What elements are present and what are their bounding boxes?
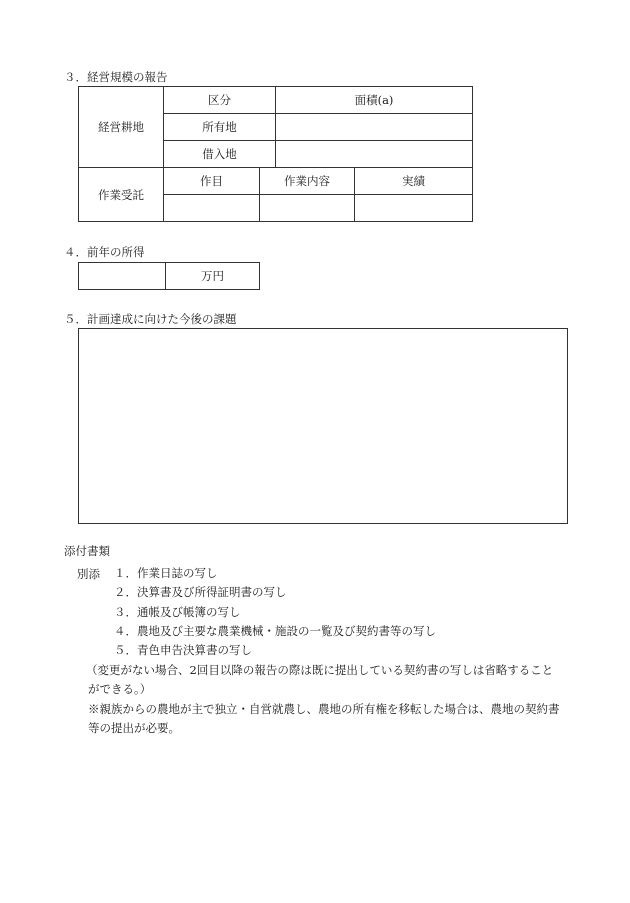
attachments-list <box>114 564 436 660</box>
contract-work-label: 作業受託 <box>79 168 164 222</box>
attachment-item: １．作業日誌の写し <box>114 566 218 580</box>
note-line: ※親族からの農地が主で独立・自営就農し、農地の所有権を移転した場合は、農地の契約書 <box>88 701 560 716</box>
attachment-item: ３．通帳及び帳簿の写し <box>114 604 241 619</box>
income-value-cell[interactable] <box>79 263 166 290</box>
col-work-content: 作業内容 <box>260 168 355 195</box>
section3-heading: ３．経営規模の報告 <box>64 70 168 84</box>
crop-cell[interactable] <box>164 195 260 222</box>
attachment-item: ４．農地及び主要な農業機械・施設の一覧及び契約書等の写し <box>114 623 436 638</box>
section4-heading: ４．前年の所得 <box>64 245 145 259</box>
contract-work-table <box>78 167 473 222</box>
work-content-cell[interactable] <box>260 195 355 222</box>
farmland-table <box>78 86 473 168</box>
leased-land-area-cell[interactable] <box>276 141 473 168</box>
income-unit: 万円 <box>166 263 260 290</box>
attachment-item: ５．青色申告決算書の写し <box>114 643 252 658</box>
note-line: （変更がない場合、2回目以降の報告の際は既に提出している契約書の写しは省略すること <box>86 663 554 677</box>
col-crop: 作目 <box>164 168 260 195</box>
note-line: 等の提出が必要。 <box>88 720 180 735</box>
section5-heading: ５．計画達成に向けた今後の課題 <box>64 312 237 326</box>
attachments-heading: 添付書類 <box>64 544 110 558</box>
income-table <box>78 262 260 290</box>
farmland-label: 経営耕地 <box>79 87 164 168</box>
owned-land-label: 所有地 <box>164 114 276 141</box>
col-category: 区分 <box>164 87 276 114</box>
result-cell[interactable] <box>355 195 473 222</box>
attachments-notes <box>86 661 558 738</box>
note-line: ができる。） <box>88 682 152 697</box>
attachment-item: ２．決算書及び所得証明書の写し <box>114 585 287 600</box>
col-result: 実績 <box>355 168 473 195</box>
attachments-prefix: 別添 <box>77 567 100 581</box>
future-issues-box[interactable] <box>78 328 568 524</box>
owned-land-area-cell[interactable] <box>276 114 473 141</box>
col-area: 面積(a) <box>276 87 473 114</box>
leased-land-label: 借入地 <box>164 141 276 168</box>
